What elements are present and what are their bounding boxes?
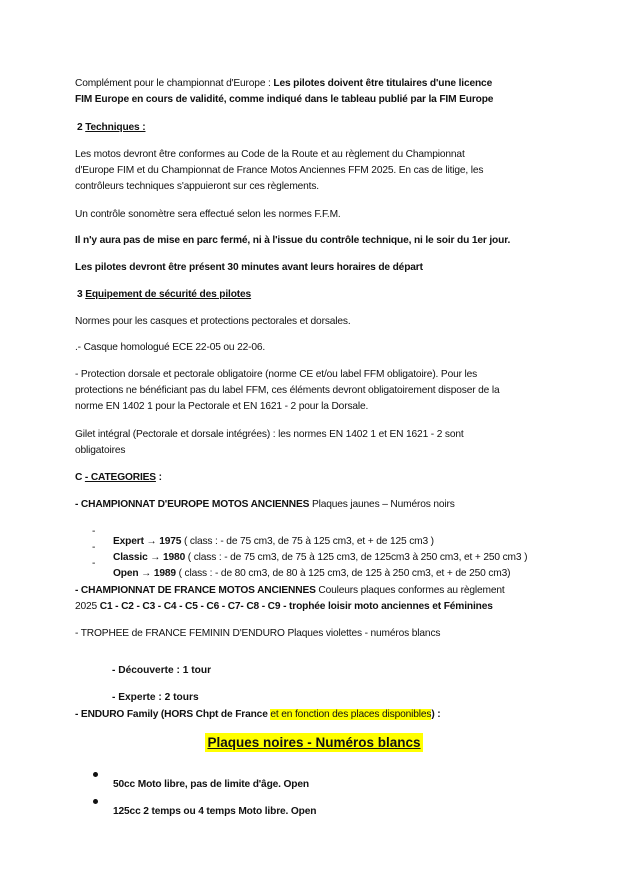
gilet-line-1: Gilet intégral (Pectorale et dorsale intégrées) : les normes EN 1402 1 et EN 1621 - 2 sont (75, 429, 464, 440)
casque-text: .- Casque homologué ECE 22-05 ou 22-06. (75, 342, 266, 353)
bullet-item-125cc: 125cc 2 temps ou 4 temps Moto libre. Open (113, 806, 317, 818)
normes-text: Normes pour les casques et protections pectorales et dorsales. (75, 316, 351, 327)
feminin-trophy-line: - TROPHEE de FRANCE FEMININ D'ENDURO Plaques violettes - numéros blancs (75, 628, 441, 639)
techniques-paragraph-line-3: contrôleurs techniques s'appuieront sur ces règlements. (75, 181, 319, 192)
enduro-family-line: - ENDURO Family (HORS Chpt de France et en fonction des places disponibles) : (75, 709, 441, 720)
france-categories-line: 2025 C1 - C2 - C3 - C4 - C5 - C6 - C7- C8 - C9 - trophée loisir moto anciennes et Féminines (75, 601, 493, 612)
plates-banner-text: Plaques noires - Numéros blancs (207, 735, 421, 750)
bullet-icon (93, 799, 98, 804)
availability-highlight: et en fonction des places disponibles (270, 709, 432, 720)
protection-line-1: - Protection dorsale et pectorale obligatoire (norme CE et/ou label FFM obligatoire). Pour les (75, 369, 478, 380)
section-heading-techniques: 2 Techniques : (77, 122, 146, 133)
europe-licence-note: Complément pour le championnat d'Europe : Les pilotes doivent être titulaires d'une licence (75, 78, 493, 89)
bullet-icon (93, 772, 98, 777)
plates-banner (0, 733, 628, 755)
france-championship-line: - CHAMPIONNAT DE FRANCE MOTOS ANCIENNES Couleurs plaques conformes au règlement (75, 585, 505, 596)
techniques-paragraph-line-1: Les motos devront être conformes au Code de la Route et au règlement du Championnat (75, 149, 465, 160)
section-heading-equipement: 3 Equipement de sécurité des pilotes (77, 289, 252, 300)
list-dash: - (92, 526, 96, 537)
europe-class-open: Open → 1989 ( class : - de 80 cm3, de 80 à 125 cm3, de 125 à 250 cm3, et + de 250 cm3) (113, 568, 511, 580)
europe-championship-line: - CHAMPIONNAT D'EUROPE MOTOS ANCIENNES Plaques jaunes – Numéros noirs (75, 499, 455, 510)
section-heading-categories: C - CATEGORIES : (75, 472, 162, 483)
europe-class-expert: Expert → 1975 ( class : - de 75 cm3, de 75 à 125 cm3, et + de 125 cm3 ) (113, 536, 434, 548)
list-dash: - (92, 558, 96, 569)
presence-text: Les pilotes devront être présent 30 minutes avant leurs horaires de départ (75, 262, 423, 273)
feminin-experte: - Experte : 2 tours (112, 692, 199, 704)
europe-licence-note-line2: FIM Europe en cours de validité, comme indiqué dans le tableau publié par la FIM Europe (75, 94, 494, 105)
europe-class-classic: Classic → 1980 ( class : - de 75 cm3, de 75 à 125 cm3, de 125cm3 à 250 cm3, et + 250 cm3 ) (113, 552, 528, 564)
parc-ferme-text: Il n'y aura pas de mise en parc fermé, ni à l'issue du contrôle technique, ni le soir du 1er jour. (75, 235, 511, 246)
list-dash: - (92, 542, 96, 553)
techniques-paragraph-line-2: d'Europe FIM et du Championnat de France Motos Anciennes FFM 2025. En cas de litige, les (75, 165, 484, 176)
feminin-decouverte: - Découverte : 1 tour (112, 665, 212, 677)
protection-line-3: norme EN 1402 1 pour la Pectorale et EN 1621 - 2 pour la Dorsale. (75, 401, 369, 412)
gilet-line-2: obligatoires (75, 445, 126, 456)
sonometre-text: Un contrôle sonomètre sera effectué selon les normes F.F.M. (75, 209, 341, 220)
bullet-item-50cc: 50cc Moto libre, pas de limite d'âge. Open (113, 779, 309, 791)
protection-line-2: protections ne bénéficiant pas du label FFM, ces éléments devront obligatoirement disposer de la (75, 385, 500, 396)
